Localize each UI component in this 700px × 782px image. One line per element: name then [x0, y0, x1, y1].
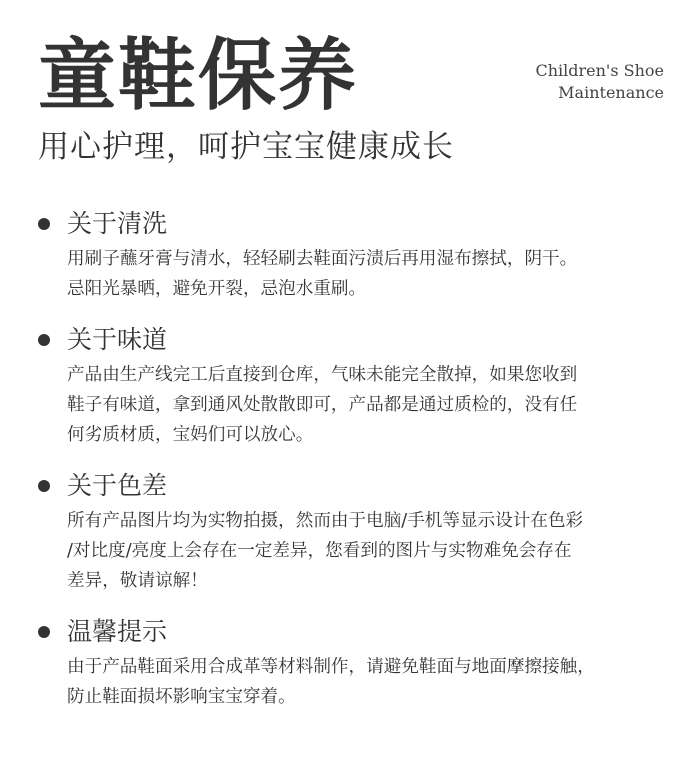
- section-color-difference: [36, 466, 680, 596]
- subtitle: 用心护理，呵护宝宝健康成长: [38, 129, 454, 165]
- body-line: 由于产品鞋面采用合成革等材料制作，请避免鞋面与地面摩擦接触，: [67, 657, 595, 677]
- section-body: [67, 652, 680, 712]
- bullet-icon: [38, 334, 50, 346]
- body-line: 忌阳光暴晒，避免开裂，忌泡水重刷。: [67, 279, 367, 299]
- body-line: 用刷子蘸牙膏与清水，轻轻刷去鞋面污渍后再用湿布擦拭，阴干。: [67, 249, 578, 269]
- section-title: 关于清洗: [67, 209, 168, 238]
- section-body: [67, 506, 680, 596]
- section-tips: [36, 612, 680, 712]
- body-line: 所有产品图片均为实物拍摄，然而由于电脑/手机等显示设计在色彩: [67, 511, 584, 531]
- bullet-icon: [38, 218, 50, 230]
- section-cleaning: [36, 204, 680, 304]
- bullet-icon: [38, 626, 50, 638]
- section-smell: [36, 320, 680, 450]
- body-line: 产品由生产线完工后直接到仓库，气味未能完全散掉，如果您收到: [67, 365, 578, 385]
- section-body: [67, 360, 680, 450]
- body-line: 防止鞋面损坏影响宝宝穿着。: [67, 687, 296, 707]
- english-title: [535, 60, 664, 104]
- body-line: 何劣质材质，宝妈们可以放心。: [67, 425, 314, 445]
- body-line: /对比度/亮度上会存在一定差异，您看到的图片与实物难免会存在: [67, 541, 572, 561]
- section-title: 关于味道: [67, 325, 168, 354]
- section-title: 温馨提示: [67, 617, 168, 646]
- bullet-icon: [38, 480, 50, 492]
- body-line: 差异，敬请谅解！: [67, 571, 208, 591]
- english-title-line-2: Maintenance: [558, 83, 664, 102]
- section-title: 关于色差: [67, 471, 168, 500]
- body-line: 鞋子有味道，拿到通风处散散即可，产品都是通过质检的，没有任: [67, 395, 578, 415]
- english-title-line-1: Children's Shoe: [535, 61, 664, 80]
- section-body: [67, 244, 680, 304]
- page-title: 童鞋保养: [38, 31, 359, 121]
